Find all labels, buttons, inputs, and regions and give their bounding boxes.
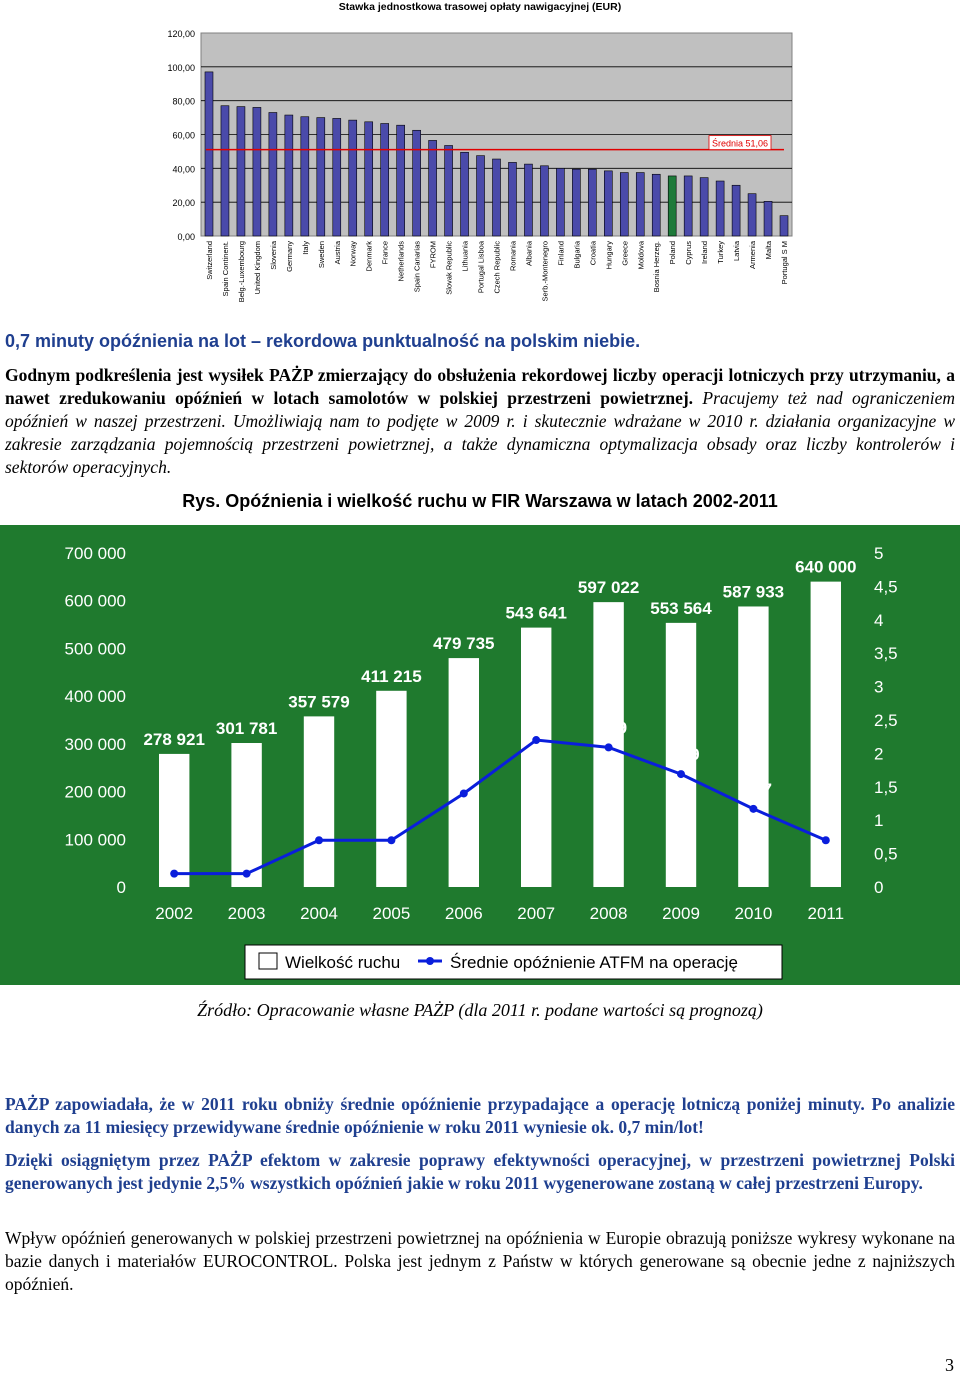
bar-value-label: 553 564 [650, 598, 712, 618]
x-tick-label: Armenia [748, 241, 758, 269]
y-tick-label: 40,00 [172, 164, 195, 175]
delay-value-label: 0,2 [236, 844, 261, 864]
bar-denmark [365, 122, 373, 236]
y-right-tick-label: 4 [874, 610, 884, 630]
x-tick-label: Spain Continent. [220, 241, 230, 297]
y-left-tick-label: 0 [116, 878, 126, 897]
x-tick-label: Croatia [588, 241, 598, 266]
y-left-tick-label: 700 000 [64, 544, 126, 563]
delay-value-label: 0,7 [309, 811, 333, 831]
legend-swatch-traffic [259, 953, 277, 969]
x-tick-label: Denmark [364, 241, 374, 272]
bar-2004 [304, 716, 334, 887]
x-tick-label: Norway [348, 241, 358, 267]
bar-switzerland [205, 72, 213, 236]
bar-value-label: 640 000 [795, 557, 857, 577]
x-tick-label: Albania [524, 241, 534, 267]
bar-italy [301, 117, 309, 236]
x-tick-label: Bosnia Herzeg. [652, 241, 662, 293]
x-tick-label: Slovak Republic [444, 241, 454, 295]
bar-bulgaria [572, 169, 580, 236]
bar-armenia [748, 194, 756, 236]
legend-label-delay: Średnie opóźnienie ATFM na operację [450, 953, 738, 972]
bar-2002 [159, 754, 189, 887]
paragraph-4: Wpływ opóźnień generowanych w polskiej przestrzeni powietrznej na opóźnienia w Europie obrazują poniższe wykresy wykonane na bazie danych i materiałów EUROCONTROL. Polska jest jednym z Państw w których generowane są obecnie jedne z najniższych opóźnień. [5, 1228, 955, 1294]
chart-title: Stawka jednostkowa trasowej opłaty nawigacyjnej (EUR) [338, 1, 622, 13]
y-right-tick-label: 1,5 [874, 777, 898, 797]
bar-2007 [521, 628, 551, 887]
y-right-tick-label: 3 [874, 677, 884, 697]
section-heading: 0,7 minuty opóźnienia na lot – rekordowa punktualność na polskim niebie. [5, 331, 641, 351]
bar-norway [349, 120, 357, 236]
bar-france [381, 124, 389, 236]
delay-value-label: 0,2 [164, 844, 189, 864]
bar-albania [524, 164, 532, 236]
x-tick-label: Austria [332, 241, 342, 265]
y-tick-label: 0,00 [177, 232, 195, 242]
x-tick-label: Germany [284, 241, 294, 272]
x-tick-label: Sweden [316, 241, 326, 269]
delay-value-label: 0,7 [815, 811, 840, 831]
x-tick-label: Slovenia [268, 241, 278, 270]
bar-slovenia [269, 113, 277, 236]
x-tick-label: Spain Canarias [412, 241, 422, 293]
bar-bosnia-herzeg- [652, 174, 660, 236]
x-tick-label: Turkey [716, 241, 726, 264]
y-right-tick-label: 3,5 [874, 644, 898, 664]
x-tick-label: Cyprus [684, 241, 694, 265]
bar-value-label: 543 641 [505, 603, 567, 623]
figure-title: Rys. Opóźnienia i wielkość ruchu w FIR Warszawa w latach 2002-2011 [182, 491, 778, 511]
source-note: Źródło: Opracowanie własne PAŻP (dla 2011 r. podane wartości są prognozą) [197, 1000, 763, 1020]
bar-moldova [636, 173, 644, 236]
delay-value-label: 1,17 [738, 779, 772, 799]
y-left-tick-label: 600 000 [64, 591, 126, 611]
bar-romania [508, 162, 516, 236]
x-tick-label: Latvia [732, 241, 742, 262]
y-right-tick-label: 0,5 [874, 844, 898, 864]
bar-czech-republic [493, 159, 501, 236]
y-tick-label: 20,00 [172, 198, 195, 209]
x-tick-label: Poland [668, 241, 678, 265]
bar-spain-continent- [221, 106, 229, 236]
legend-label-traffic: Wielkość ruchu [285, 953, 401, 972]
bar-austria [333, 118, 341, 236]
y-right-tick-label: 5 [874, 544, 884, 563]
delay-point [170, 870, 178, 878]
x-tick-label: Ireland [700, 241, 710, 264]
x-tick-label: 2010 [734, 904, 773, 923]
unit-rate-chart [0, 0, 960, 310]
bar-united-kingdom [253, 107, 261, 236]
delay-point [532, 736, 540, 744]
bar-2005 [376, 691, 406, 887]
delay-point [315, 836, 323, 844]
traffic-delay-chart [0, 525, 960, 985]
x-tick-label: Finland [556, 241, 566, 266]
x-tick-label: Serb.-Montenegro [540, 241, 550, 302]
paragraph-1-italic: Pracujemy też nad ograniczeniem opóźnień w naszej przestrzeni. Umożliwiają nam to podjęte w 2009 r. i skutecznie wdrażane w 2010 r. działania organizacyjne w zakresie zarządzania pojemnością przestrzeni powietrznej, a także dynamiczna optymalizacja obsady oraz liczby kontrolerów i sektorów operacyjnych. [5, 388, 956, 477]
x-tick-label: 2006 [444, 904, 483, 923]
bar-portugal-lisboa [477, 156, 485, 236]
y-tick-label: 120,00 [167, 29, 195, 39]
bar-malta [764, 201, 772, 236]
delay-point [243, 870, 251, 878]
bar-value-label: 479 735 [433, 634, 495, 654]
x-tick-label: United Kingdom [252, 241, 262, 295]
x-tick-label: Portugal S M [780, 241, 790, 285]
bar-value-label: 278 921 [143, 729, 205, 749]
x-tick-label: Czech Republic [492, 241, 502, 294]
delay-value-label: 1,4 [453, 764, 478, 784]
bar-greece [620, 173, 628, 236]
y-left-tick-label: 100 000 [64, 830, 126, 850]
bar-sweden [317, 118, 325, 236]
paragraph-3: Dzięki osiągniętym przez PAŻP efektom w zakresie poprawy efektywności operacyjnej, w przestrzeni powietrznej Polski generowanych jest jedynie 2,5% wszystkich opóźnień jakie w roku 2011 wygenerowane zostaną w całej przestrzeni Europy. [5, 1150, 955, 1193]
bar-lithuania [461, 152, 469, 236]
bar-turkey [716, 181, 724, 236]
x-tick-label: Netherlands [396, 241, 406, 282]
bar-poland [668, 176, 676, 236]
bar-value-label: 411 215 [361, 666, 422, 686]
delay-point [460, 789, 468, 797]
bar-cyprus [684, 176, 692, 236]
average-label: Średnia 51,06 [711, 138, 769, 149]
delay-value-label: 1,69 [666, 745, 700, 765]
y-tick-label: 80,00 [172, 96, 195, 107]
x-tick-label: Switzerland [204, 241, 214, 280]
bar-fyrom [429, 140, 437, 236]
delay-value-label: 2,2 [526, 711, 551, 731]
delay-point [677, 770, 685, 778]
x-tick-label: France [380, 241, 390, 265]
paragraph-1 [5, 364, 955, 479]
x-tick-label: FYROM [428, 241, 438, 269]
x-tick-label: 2009 [662, 904, 700, 923]
y-right-tick-label: 2 [874, 744, 884, 764]
y-left-tick-label: 500 000 [64, 639, 126, 659]
x-tick-label: Malta [764, 241, 774, 260]
x-tick-label: 2005 [372, 904, 411, 923]
y-left-tick-label: 400 000 [64, 687, 126, 707]
y-left-tick-label: 300 000 [64, 734, 126, 754]
bar-value-label: 597 022 [577, 578, 640, 598]
y-right-tick-label: 1 [874, 811, 884, 831]
y-right-tick-label: 2,5 [874, 711, 898, 730]
bar-germany [285, 115, 293, 236]
bar-value-label: 301 781 [215, 719, 278, 739]
bar-hungary [604, 171, 612, 236]
x-tick-label: Hungary [604, 241, 614, 270]
x-tick-label: Belg.-Luxembourg [236, 241, 246, 303]
x-tick-label: 2002 [155, 904, 194, 923]
bar-belg-luxembourg [237, 107, 245, 236]
y-tick-label: 100,00 [167, 62, 195, 73]
y-left-tick-label: 200 000 [64, 782, 126, 802]
y-tick-label: 60,00 [172, 130, 195, 141]
bar-slovak-republic [445, 145, 453, 236]
y-right-tick-label: 0 [874, 878, 884, 897]
x-tick-label: Moldova [636, 241, 646, 270]
bar-serb-montenegro [540, 166, 548, 236]
x-tick-label: 2003 [227, 904, 266, 923]
x-tick-label: Greece [620, 241, 630, 266]
x-tick-label: Romania [508, 241, 518, 272]
bar-2003 [231, 743, 261, 887]
bar-spain-canarias [413, 130, 421, 236]
x-tick-label: Bulgaria [572, 241, 582, 269]
x-tick-label: 2004 [300, 904, 338, 923]
bar-ireland [700, 178, 708, 236]
x-tick-label: Portugal Lisboa [476, 241, 486, 294]
bar-value-label: 357 579 [288, 692, 350, 712]
delay-point [822, 836, 830, 844]
x-tick-label: 2011 [807, 904, 845, 923]
paragraph-2: PAŻP zapowiadała, że w 2011 roku obniży średnie opóźnienie przypadające a operację lotniczą poniżej minuty. Po analizie danych za 11 miesięcy przewidywane średnie opóźnienie w roku 2011 wyniesie ok. 0,7 min/lot! [5, 1094, 955, 1137]
y-right-tick-label: 4,5 [874, 577, 898, 597]
bar-portugal-s-m [780, 216, 788, 236]
x-tick-label: Italy [300, 241, 310, 255]
x-tick-label: Lithuania [460, 241, 470, 272]
bar-2010 [738, 606, 768, 887]
delay-point [387, 836, 395, 844]
delay-value-label: 0,7 [381, 811, 406, 831]
bar-finland [556, 168, 564, 236]
bar-latvia [732, 185, 740, 236]
delay-point [749, 805, 757, 813]
page-number: 3 [945, 1355, 954, 1375]
bar-croatia [588, 169, 596, 236]
bar-value-label: 587 933 [722, 582, 785, 602]
x-tick-label: 2007 [517, 904, 556, 923]
delay-point [605, 743, 613, 751]
x-tick-label: 2008 [589, 904, 628, 923]
delay-value-label: 2,09 [594, 718, 628, 738]
legend [245, 945, 782, 979]
paragraph-1-bold: Godnym podkreślenia jest wysiłek PAŻP zmierzający do obsłużenia rekordowej liczby operacji lotniczych przy utrzymaniu, a nawet zredukowaniu opóźnień w lotach samolotów w polskiej przestrzeni powietrznej. [5, 365, 955, 408]
bar-netherlands [397, 125, 405, 236]
